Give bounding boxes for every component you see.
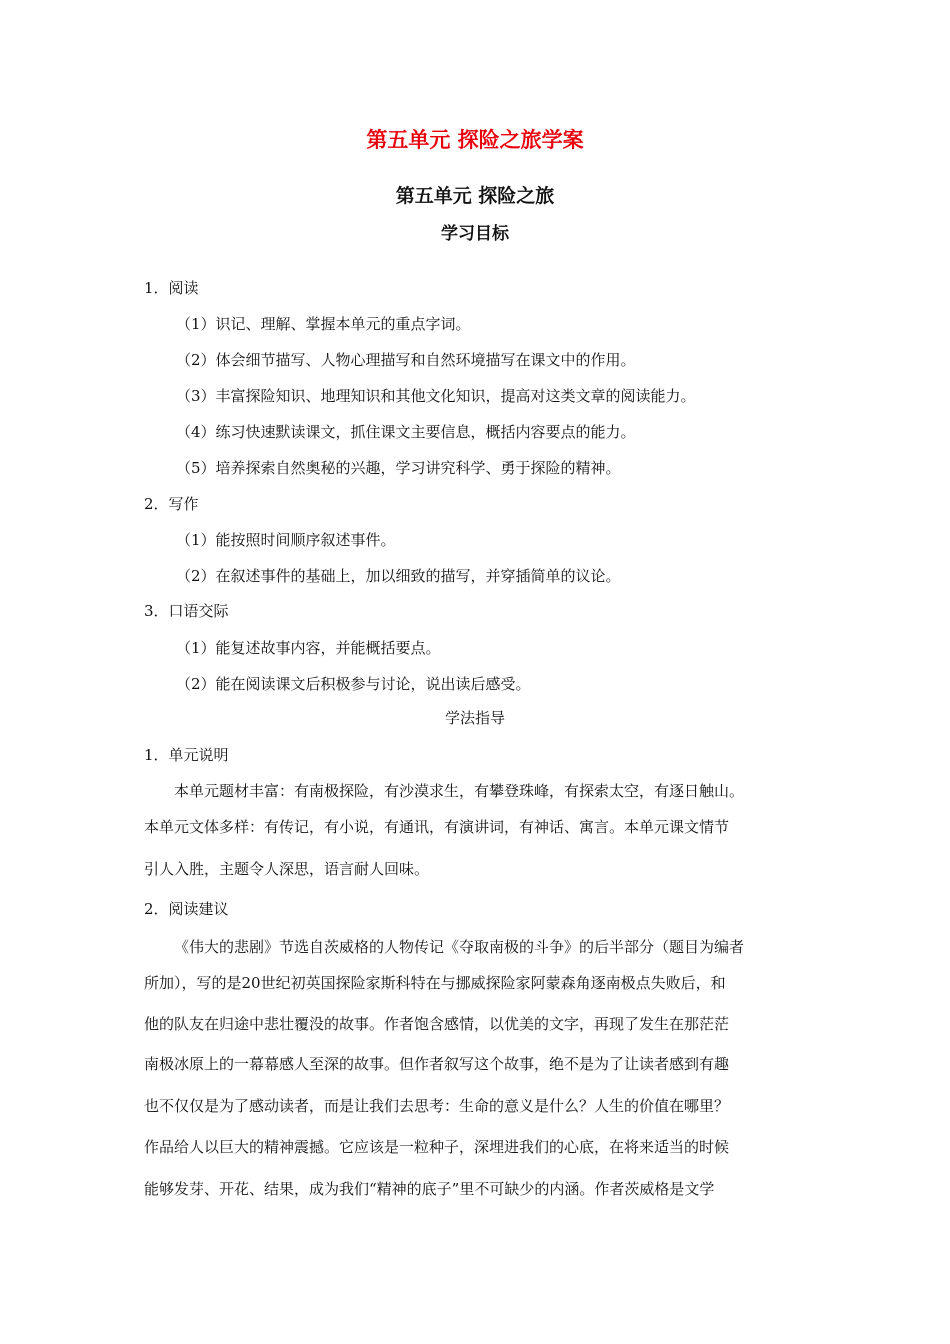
paragraph-line: 《伟大的悲剧》节选自茨威格的人物传记《夺取南极的斗争》的后半部分（题目为编者: [174, 938, 745, 956]
main-title: 第五单元 探险之旅学案: [366, 127, 584, 152]
paragraph-line: 能够发芽、开花、结果，成为我们“精神的底子”里不可缺少的内涵。作者茨威格是文学: [144, 1180, 715, 1198]
goals-heading: 学习目标: [441, 224, 509, 244]
paragraph-line: 本单元题材丰富：有南极探险，有沙漠求生，有攀登珠峰，有探索太空，有逐日触山。: [174, 782, 745, 800]
paragraph-line: 他的队友在归途中悲壮覆没的故事。作者饱含感情，以优美的文字，再现了发生在那茫茫: [144, 1015, 730, 1033]
paragraph-line: 作品给人以巨大的精神震撼。它应该是一粒种子，深埋进我们的心底，在将来适当的时候: [144, 1138, 730, 1156]
goal-item: （3）丰富探险知识、地理知识和其他文化知识，提高对这类文章的阅读能力。: [176, 387, 696, 405]
goal-item: （1）能复述故事内容，并能概括要点。: [176, 639, 441, 657]
unit-title: 第五单元 探险之旅: [395, 185, 555, 207]
paragraph-line: 南极冰原上的一幕幕感人至深的故事。但作者叙写这个故事，绝不是为了让读者感到有趣: [144, 1055, 730, 1073]
goal-item: （2）能在阅读课文后积极参与讨论，说出读后感受。: [176, 675, 531, 693]
goal-item: （1）能按照时间顺序叙述事件。: [176, 531, 396, 549]
section-speaking-heading: 3．口语交际: [144, 602, 229, 620]
paragraph-line: 引人入胜，主题令人深思，语言耐人回味。: [144, 860, 430, 878]
paragraph-line: 本单元文体多样：有传记，有小说，有通讯，有演讲词，有神话、寓言。本单元课文情节: [144, 818, 730, 836]
unit-note-heading: 1．单元说明: [144, 746, 229, 764]
section-reading-heading: 1．阅读: [144, 279, 199, 297]
goal-item: （4）练习快速默读课文，抓住课文主要信息，概括内容要点的能力。: [176, 423, 636, 441]
paragraph-line: 也不仅仅是为了感动读者，而是让我们去思考：生命的意义是什么？人生的价值在哪里？: [144, 1097, 730, 1115]
goal-item: （2）体会细节描写、人物心理描写和自然环境描写在课文中的作用。: [176, 351, 636, 369]
goal-item: （1）识记、理解、掌握本单元的重点字词。: [176, 315, 471, 333]
paragraph-line: 所加），写的是20世纪初英国探险家斯科特在与挪威探险家阿蒙森角逐南极点失败后，和: [144, 974, 726, 992]
goal-item: （5）培养探索自然奥秘的兴趣，学习讲究科学、勇于探险的精神。: [176, 459, 621, 477]
reading-advice-heading: 2．阅读建议: [144, 900, 229, 918]
method-heading: 学法指导: [444, 709, 505, 727]
goal-item: （2）在叙述事件的基础上，加以细致的描写，并穿插简单的议论。: [176, 567, 621, 585]
section-writing-heading: 2．写作: [144, 495, 199, 513]
